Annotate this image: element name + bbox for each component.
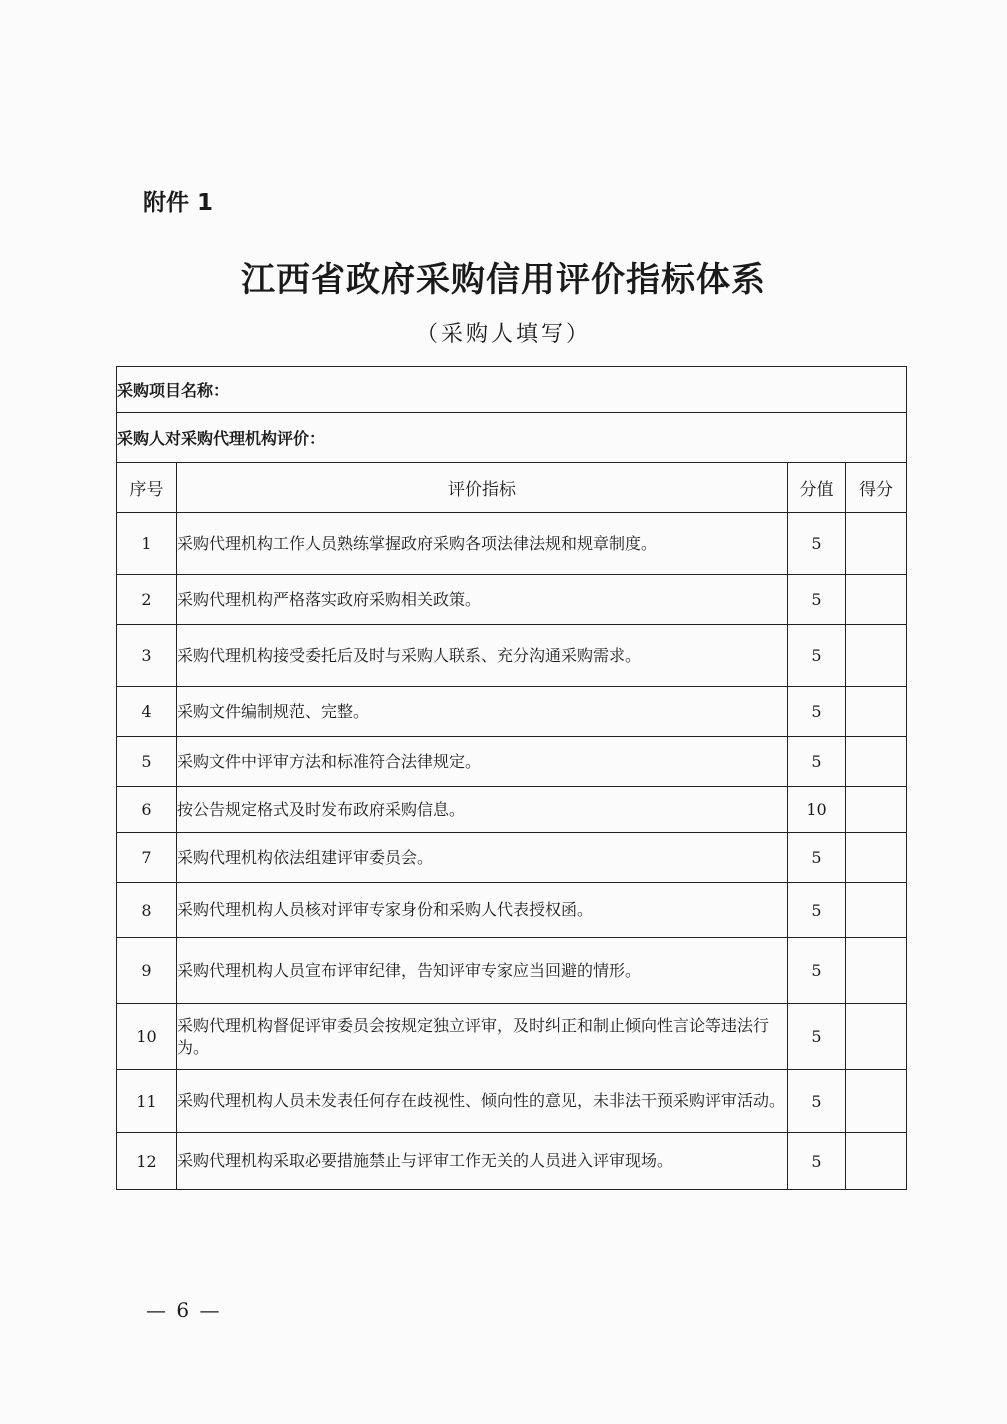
table-row (117, 1133, 907, 1190)
table-row (117, 1070, 907, 1133)
table-row (117, 737, 907, 787)
header-indicator: 评价指标 (177, 463, 788, 513)
row-obtained-cell[interactable] (846, 687, 907, 737)
row-number: 11 (117, 1070, 177, 1133)
evaluation-label: 采购人对采购代理机构评价： (117, 413, 907, 463)
row-indicator: 采购代理机构人员宣布评审纪律，告知评审专家应当回避的情形。 (177, 938, 788, 1004)
document-title: 江西省政府采购信用评价指标体系 (241, 260, 766, 300)
row-number: 10 (117, 1004, 177, 1070)
row-indicator: 采购代理机构人员核对评审专家身份和采购人代表授权函。 (177, 883, 788, 938)
table-header-row (117, 463, 907, 513)
row-score: 10 (788, 787, 846, 833)
row-score: 5 (788, 1070, 846, 1133)
row-indicator: 采购代理机构人员未发表任何存在歧视性、倾向性的意见，未非法干预采购评审活动。 (177, 1070, 788, 1133)
table-row (117, 938, 907, 1004)
row-obtained-cell[interactable] (846, 1133, 907, 1190)
row-obtained-cell[interactable] (846, 787, 907, 833)
row-obtained-cell[interactable] (846, 625, 907, 687)
row-score: 5 (788, 737, 846, 787)
row-indicator: 采购代理机构工作人员熟练掌握政府采购各项法律法规和规章制度。 (177, 513, 788, 575)
page-number: — 6 — (146, 1298, 222, 1322)
table-row (117, 687, 907, 737)
row-number: 3 (117, 625, 177, 687)
row-indicator: 采购代理机构接受委托后及时与采购人联系、充分沟通采购需求。 (177, 625, 788, 687)
row-number: 2 (117, 575, 177, 625)
project-name-row (117, 367, 907, 413)
evaluation-table (116, 366, 907, 1190)
row-number: 5 (117, 737, 177, 787)
document-subtitle: （采购人填写） (415, 322, 591, 347)
row-number: 12 (117, 1133, 177, 1190)
annex-label: 附件 1 (143, 190, 214, 216)
row-score: 5 (788, 833, 846, 883)
row-obtained-cell[interactable] (846, 938, 907, 1004)
row-indicator: 采购文件编制规范、完整。 (177, 687, 788, 737)
row-score: 5 (788, 575, 846, 625)
table-row (117, 833, 907, 883)
row-obtained-cell[interactable] (846, 883, 907, 938)
header-score: 分值 (788, 463, 846, 513)
row-score: 5 (788, 625, 846, 687)
row-score: 5 (788, 513, 846, 575)
project-name-label: 采购项目名称： (117, 367, 907, 413)
row-obtained-cell[interactable] (846, 1004, 907, 1070)
table-row (117, 513, 907, 575)
row-score: 5 (788, 1133, 846, 1190)
table-row (117, 883, 907, 938)
row-score: 5 (788, 938, 846, 1004)
row-indicator: 采购代理机构严格落实政府采购相关政策。 (177, 575, 788, 625)
row-indicator: 采购文件中评审方法和标准符合法律规定。 (177, 737, 788, 787)
row-indicator: 采购代理机构督促评审委员会按规定独立评审，及时纠正和制止倾向性言论等违法行为。 (177, 1004, 788, 1070)
row-obtained-cell[interactable] (846, 575, 907, 625)
row-number: 7 (117, 833, 177, 883)
row-obtained-cell[interactable] (846, 833, 907, 883)
row-indicator: 采购代理机构依法组建评审委员会。 (177, 833, 788, 883)
table-row (117, 787, 907, 833)
row-number: 8 (117, 883, 177, 938)
row-obtained-cell[interactable] (846, 513, 907, 575)
table-row (117, 1004, 907, 1070)
row-score: 5 (788, 883, 846, 938)
row-number: 6 (117, 787, 177, 833)
table-row (117, 575, 907, 625)
row-score: 5 (788, 1004, 846, 1070)
row-score: 5 (788, 687, 846, 737)
evaluation-label-row (117, 413, 907, 463)
row-obtained-cell[interactable] (846, 737, 907, 787)
row-number: 1 (117, 513, 177, 575)
row-indicator: 采购代理机构采取必要措施禁止与评审工作无关的人员进入评审现场。 (177, 1133, 788, 1190)
header-obtained: 得分 (846, 463, 907, 513)
table-row (117, 625, 907, 687)
row-number: 9 (117, 938, 177, 1004)
row-obtained-cell[interactable] (846, 1070, 907, 1133)
header-no: 序号 (117, 463, 177, 513)
row-number: 4 (117, 687, 177, 737)
row-indicator: 按公告规定格式及时发布政府采购信息。 (177, 787, 788, 833)
